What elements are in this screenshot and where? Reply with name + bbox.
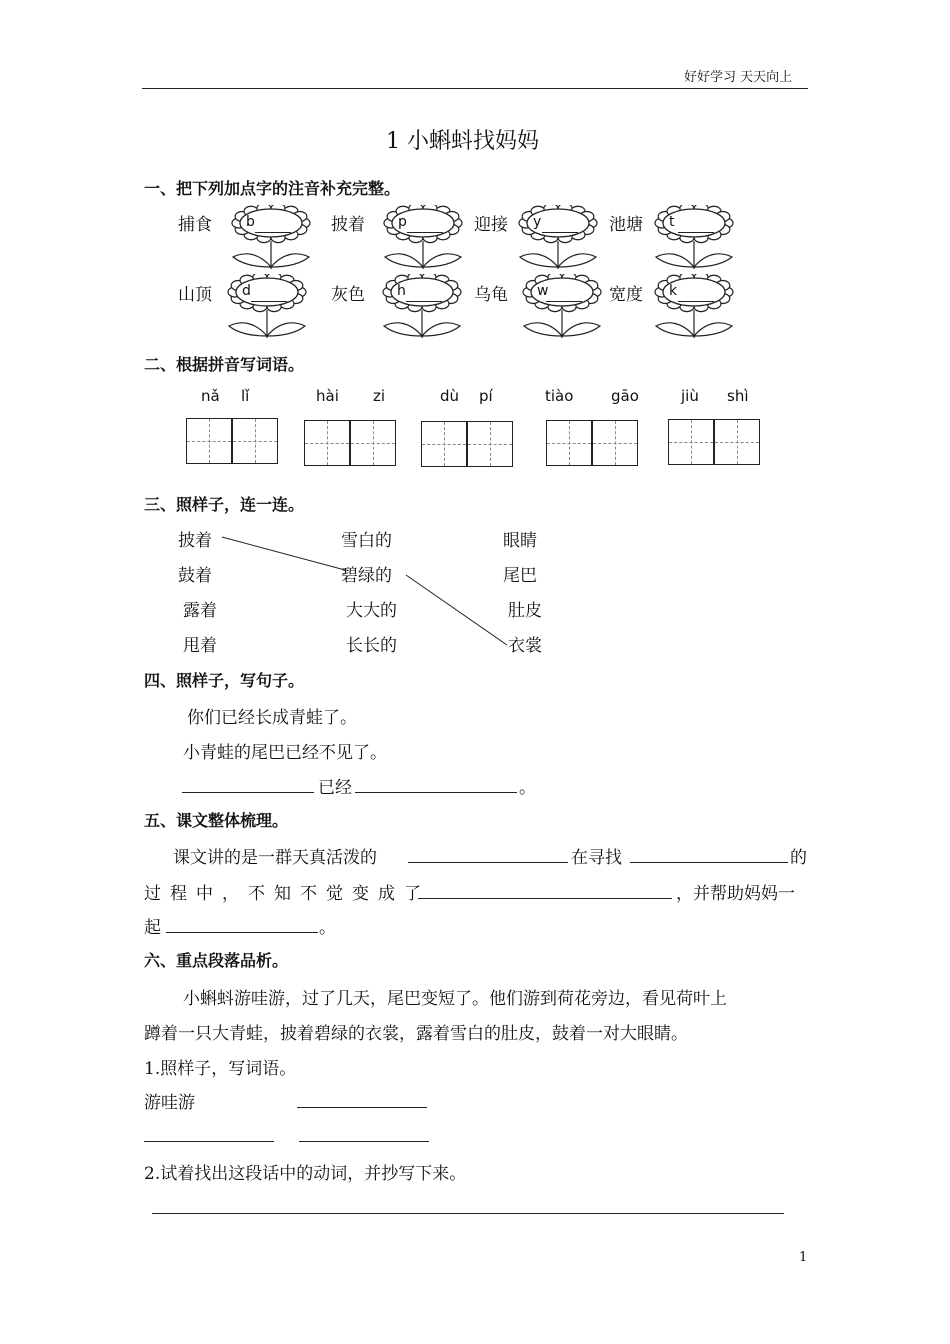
flower-initial: k xyxy=(669,283,678,299)
pinyin-syllable: lǐ xyxy=(241,387,250,405)
pinyin-syllable: nǎ xyxy=(201,387,220,405)
pinyin-syllable: pí xyxy=(479,387,493,405)
word-blank-2[interactable] xyxy=(144,1141,274,1142)
pinyin-syllable: zi xyxy=(373,387,386,405)
flower-word: 池塘 xyxy=(609,215,643,235)
example-sentence-2: 小青蛙的尾巴已经不见了。 xyxy=(183,743,387,763)
sentence-middle-word: 已经 xyxy=(318,778,352,798)
pinyin-syllable: hài xyxy=(316,387,339,405)
summary-blank-1[interactable] xyxy=(408,862,568,863)
verb-answer-line[interactable] xyxy=(152,1213,784,1214)
flower-word: 灰色 xyxy=(331,285,365,305)
flower-word: 乌龟 xyxy=(474,285,508,305)
example-sentence-1: 你们已经长成青蛙了。 xyxy=(187,708,357,728)
section2-heading: 二、根据拼音写词语。 xyxy=(144,355,305,374)
summary-text-7: 。 xyxy=(319,918,336,938)
question-1-example: 游哇游 xyxy=(144,1093,195,1113)
match-mid-1: 雪白的 xyxy=(341,531,392,551)
section1-heading: 一、把下列加点字的注音补充完整。 xyxy=(144,179,401,198)
summary-text-1: 课文讲的是一群天真活泼的 xyxy=(173,848,377,868)
match-mid-4: 长长的 xyxy=(346,636,397,656)
flower-initial: d xyxy=(242,283,251,299)
summary-blank-2[interactable] xyxy=(630,862,788,863)
flower-initial: h xyxy=(397,283,406,299)
section3-heading: 三、照样子，连一连。 xyxy=(144,495,305,514)
match-mid-2: 碧绿的 xyxy=(341,566,392,586)
passage-line-1: 小蝌蚪游哇游，过了几天，尾巴变短了。他们游到荷花旁边，看见荷叶上 xyxy=(183,989,727,1009)
match-left-1: 披着 xyxy=(178,531,212,551)
summary-blank-4[interactable] xyxy=(166,932,318,933)
match-right-2: 尾巴 xyxy=(503,566,537,586)
sentence-end: 。 xyxy=(519,778,536,798)
word-blank-1[interactable] xyxy=(297,1107,427,1108)
header-motto: 好好学习 天天向上 xyxy=(684,70,793,85)
flower-initial: t xyxy=(669,214,675,230)
flower-word: 迎接 xyxy=(474,215,508,235)
match-right-4: 衣裳 xyxy=(508,636,542,656)
flower-word: 山顶 xyxy=(178,285,212,305)
question-2: 2.试着找出这段话中的动词，并抄写下来。 xyxy=(144,1164,467,1184)
summary-text-2: 在寻找 xyxy=(571,848,622,868)
passage-line-2: 蹲着一只大青蛙，披着碧绿的衣裳，露着雪白的肚皮，鼓着一对大眼睛。 xyxy=(144,1024,688,1044)
pinyin-syllable: tiào xyxy=(545,387,574,405)
pinyin-syllable: jiù xyxy=(681,387,699,405)
flower-initial: w xyxy=(537,283,549,299)
section5-heading: 五、课文整体梳理。 xyxy=(144,811,289,830)
summary-text-5: ，并帮助妈妈一 xyxy=(676,884,795,904)
flower-initial: b xyxy=(246,214,255,230)
flower-initial: y xyxy=(533,214,542,230)
match-left-3: 露着 xyxy=(183,601,217,621)
match-mid-3: 大大的 xyxy=(346,601,397,621)
flower-word: 披着 xyxy=(331,215,365,235)
pinyin-syllable: gāo xyxy=(611,387,639,405)
sentence-blank-1[interactable] xyxy=(182,792,314,793)
summary-text-6: 起 xyxy=(144,918,161,938)
sentence-blank-2[interactable] xyxy=(355,792,517,793)
match-left-2: 鼓着 xyxy=(178,566,212,586)
pinyin-syllable: shì xyxy=(727,387,749,405)
summary-text-3: 的 xyxy=(790,848,807,868)
summary-text-4: 过程中，不知不觉变成了 xyxy=(144,884,430,904)
match-right-1: 眼睛 xyxy=(503,531,537,551)
section4-heading: 四、照样子，写句子。 xyxy=(144,671,305,690)
summary-blank-3[interactable] xyxy=(418,898,672,899)
match-line-1 xyxy=(222,537,345,570)
question-1: 1.照样子，写词语。 xyxy=(144,1059,297,1079)
section6-heading: 六、重点段落品析。 xyxy=(144,951,289,970)
page-title: 1 小蝌蚪找妈妈 xyxy=(386,129,539,154)
flower-word: 捕食 xyxy=(178,215,212,235)
match-left-4: 甩着 xyxy=(183,636,217,656)
pinyin-syllable: dù xyxy=(440,387,460,405)
flower-initial: p xyxy=(398,214,407,230)
flower-word: 宽度 xyxy=(609,285,643,305)
word-blank-3[interactable] xyxy=(299,1141,429,1142)
match-right-3: 肚皮 xyxy=(508,601,542,621)
match-line-2 xyxy=(406,575,507,645)
page-number: 1 xyxy=(799,1250,808,1265)
